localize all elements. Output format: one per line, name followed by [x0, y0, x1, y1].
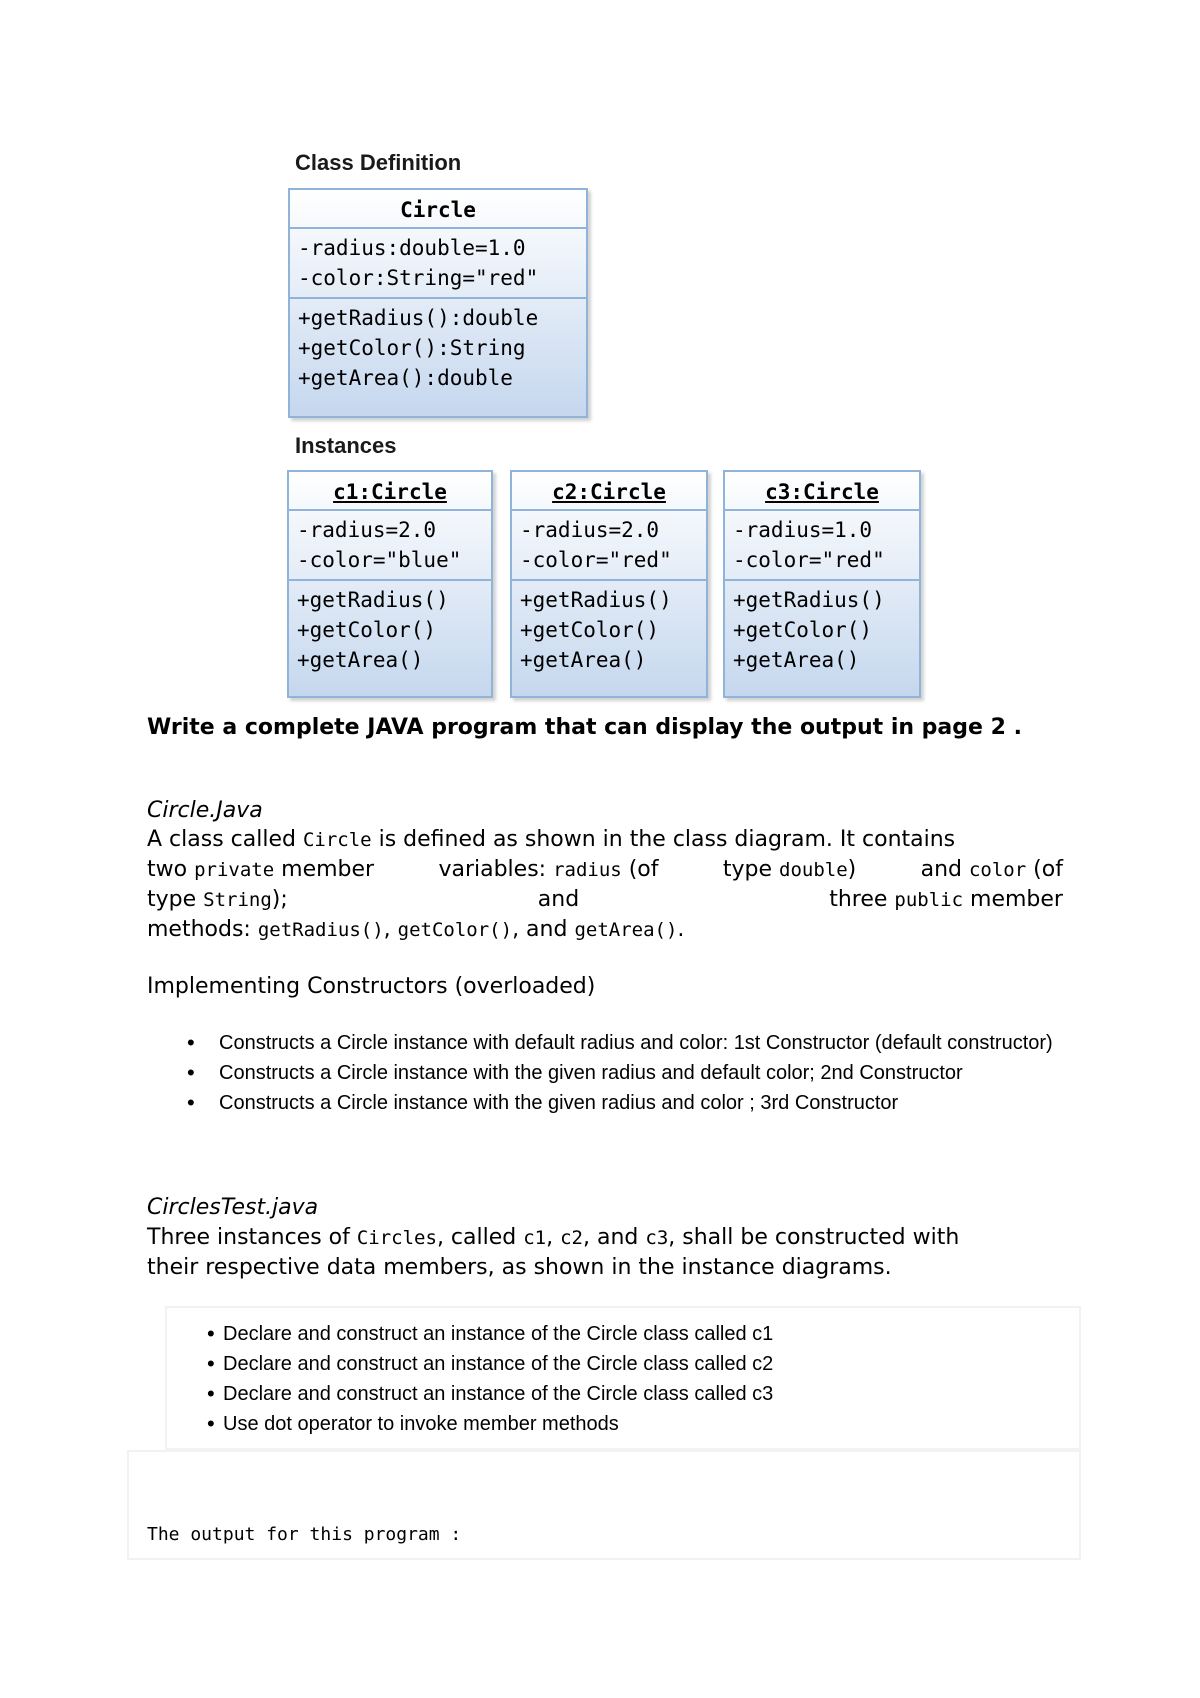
class-methods — [290, 297, 586, 397]
circles-test-filename: CirclesTest.java — [147, 1195, 319, 1220]
instance-box-c2 — [510, 470, 708, 698]
method: +getColor():String — [298, 336, 526, 360]
instance-name: c2:Circle — [552, 480, 666, 504]
class-attributes — [290, 227, 586, 297]
circle-java-description — [147, 825, 1063, 945]
instance-box-c3 — [723, 470, 921, 698]
attribute: -radius=1.0 — [733, 518, 873, 542]
steps-box — [165, 1306, 1081, 1450]
circles-test-description — [147, 1223, 1063, 1282]
method: +getRadius() — [520, 588, 672, 612]
list-item: • Constructs a Circle instance with default radius and color: 1st Constructor (default constructor) — [147, 1028, 1063, 1058]
desc-line: type String); and three public member — [147, 887, 1063, 912]
method: +getColor() — [520, 618, 660, 642]
method: +getRadius():double — [298, 306, 539, 330]
method: +getArea() — [733, 648, 860, 672]
instance-box-c1 — [287, 470, 493, 698]
list-item: • Use dot operator to invoke member methods — [167, 1409, 1047, 1439]
class-name: Circle — [400, 198, 476, 222]
attribute: -radius:double=1.0 — [298, 236, 526, 260]
desc-line: their respective data members, as shown in the instance diagrams. — [147, 1255, 892, 1280]
constructors-list — [147, 1028, 1063, 1118]
method: +getRadius() — [297, 588, 449, 612]
constructors-heading: Implementing Constructors (overloaded) — [147, 974, 596, 999]
attribute: -color:String="red" — [298, 266, 539, 290]
output-box — [127, 1450, 1081, 1560]
method: +getArea() — [297, 648, 424, 672]
output-label: The output for this program : — [147, 1524, 462, 1545]
method: +getArea() — [520, 648, 647, 672]
desc-line: A class called Circle is defined as shown in the class diagram. It contains — [147, 827, 956, 852]
method: +getColor() — [733, 618, 873, 642]
list-item: • Declare and construct an instance of the Circle class called c1 — [167, 1319, 1047, 1349]
instance-name: c3:Circle — [765, 480, 879, 504]
class-box-circle — [288, 188, 588, 418]
steps-list — [167, 1319, 1047, 1439]
desc-line: Three instances of Circles, called c1, c2, and c3, shall be constructed with — [147, 1225, 960, 1250]
task-instruction: Write a complete JAVA program that can display the output in page 2 . — [147, 715, 1022, 740]
list-item: • Declare and construct an instance of the Circle class called c2 — [167, 1349, 1047, 1379]
desc-line: two private member variables: radius (of type double) and color (of — [147, 857, 1063, 882]
instance-name: c1:Circle — [333, 480, 447, 504]
method: +getRadius() — [733, 588, 885, 612]
circle-java-filename: Circle.Java — [147, 798, 263, 823]
list-item: • Constructs a Circle instance with the given radius and default color; 2nd Constructor — [147, 1058, 1063, 1088]
desc-line: methods: getRadius(), getColor(), and getArea(). — [147, 917, 685, 942]
method: +getColor() — [297, 618, 437, 642]
attribute: -radius=2.0 — [520, 518, 660, 542]
class-definition-heading: Class Definition — [295, 150, 462, 175]
attribute: -color="red" — [520, 548, 672, 572]
instances-heading: Instances — [295, 433, 397, 458]
attribute: -color="red" — [733, 548, 885, 572]
list-item: • Constructs a Circle instance with the given radius and color ; 3rd Constructor — [147, 1088, 1063, 1118]
attribute: -color="blue" — [297, 548, 462, 572]
list-item: • Declare and construct an instance of the Circle class called c3 — [167, 1379, 1047, 1409]
method: +getArea():double — [298, 366, 513, 390]
attribute: -radius=2.0 — [297, 518, 437, 542]
